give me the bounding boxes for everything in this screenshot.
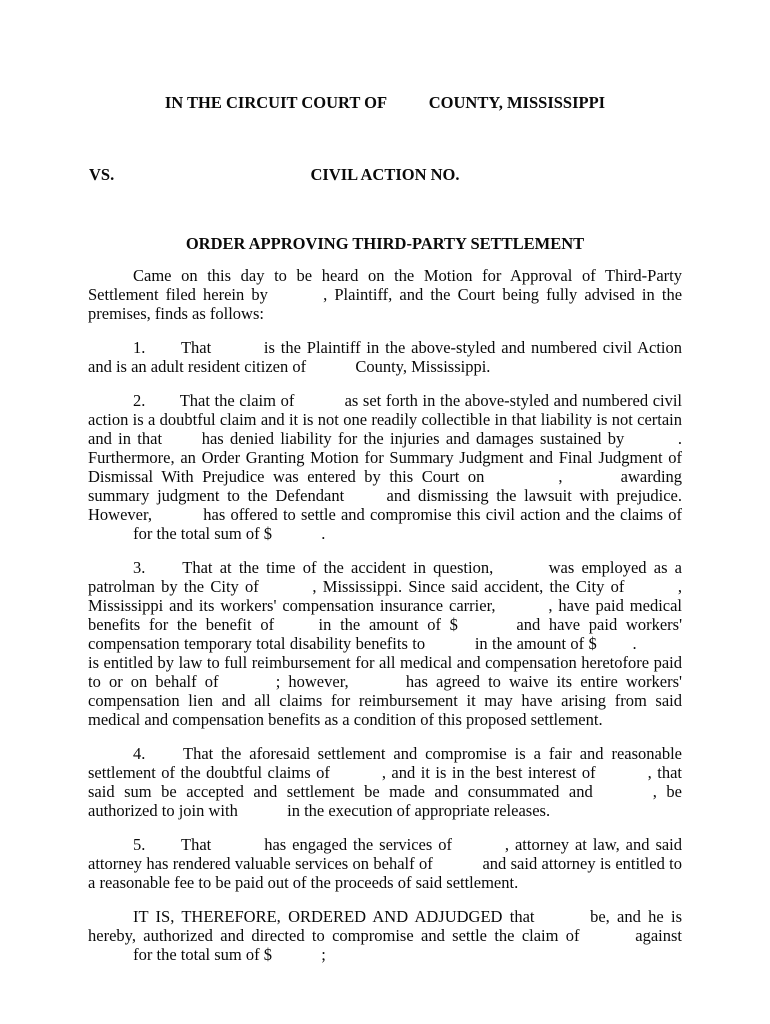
blank-field xyxy=(265,591,306,592)
text-segment: has agreed to waive its entire workers' compensation lien and all claims for reimbursement it may have arising from said medical and compensation benefits as a condition of this proposed settlement. xyxy=(88,672,682,729)
blank-field xyxy=(242,815,283,816)
blank-field xyxy=(357,686,398,687)
text-segment: , and it is in the best interest of xyxy=(381,763,596,782)
text-segment: for the total sum of $ xyxy=(133,945,272,964)
text-segment: has denied liability for the injuries and damages sustained by xyxy=(201,429,625,448)
text-segment: That at the time of the accident in question, xyxy=(182,558,494,577)
text-segment: , that said sum be accepted and settlement be made and consummated and xyxy=(88,763,683,801)
document-title: ORDER APPROVING THIRD-PARTY SETTLEMENT xyxy=(185,234,585,253)
item-number: 4. xyxy=(133,744,146,763)
blank-field xyxy=(429,648,470,649)
text-segment: in the amount of $ xyxy=(474,634,597,653)
blank-field-county xyxy=(391,107,425,108)
blank-field xyxy=(601,777,642,778)
blank-field xyxy=(335,777,376,778)
court-heading-pre: IN THE CIRCUIT COURT OF xyxy=(164,93,387,112)
text-segment: , Plaintiff, and the Court being fully advised in the premises, finds as follows: xyxy=(88,285,683,323)
vs-label: VS. xyxy=(89,165,115,184)
caption-row xyxy=(0,165,770,185)
text-segment: and dismissing the lawsuit with prejudice. However, xyxy=(88,486,683,524)
text-segment: , be authorized to join with xyxy=(88,782,682,820)
finding-5 xyxy=(88,835,682,892)
blank-field xyxy=(501,610,542,611)
blank-field xyxy=(631,443,672,444)
item-number: 3. xyxy=(133,558,146,577)
blank-field xyxy=(458,849,499,850)
text-segment: That the claim of xyxy=(179,391,295,410)
text-segment: be, and he is hereby, authorized and directed to compromise and settle the claim of xyxy=(88,907,683,945)
blank-field xyxy=(310,371,351,372)
order-paragraph xyxy=(88,907,682,964)
blank-field xyxy=(276,959,317,960)
text-segment: ; however, xyxy=(275,672,349,691)
blank-field xyxy=(275,299,316,300)
text-segment: has offered to settle and compromise this civil action and the claims of xyxy=(203,505,682,524)
blank-field xyxy=(88,538,129,539)
text-segment: That xyxy=(181,835,212,854)
finding-2 xyxy=(88,391,682,543)
text-segment: as set forth in the above-styled and numbered civil action is a doubtful claim and it is not one readily collectible in that liability is not certain and in that xyxy=(88,391,683,448)
text-segment: in the execution of appropriate releases. xyxy=(287,801,551,820)
text-segment: . xyxy=(632,634,637,653)
text-segment: Came on this day to be heard on the Motion for Approval of Third-Party Settlement filed herein by xyxy=(88,266,682,304)
blank-field xyxy=(352,500,379,501)
blank-field xyxy=(168,443,195,444)
document-body xyxy=(88,266,682,964)
text-segment: . Furthermore, an Order Granting Motion for Summary Judgment and Final Judgment of Dismissal With Prejudice was entered by this Court on xyxy=(88,429,683,486)
blank-field xyxy=(227,686,268,687)
text-segment: That xyxy=(180,338,212,357)
civil-action-label: CIVIL ACTION NO. xyxy=(310,165,460,184)
blank-field xyxy=(571,481,612,482)
blank-field xyxy=(493,481,550,482)
text-segment: IT IS, THEREFORE, ORDERED AND ADJUDGED that xyxy=(133,907,535,926)
text-segment: and have paid workers' compensation temporary total disability benefits to xyxy=(88,615,683,653)
blank-field xyxy=(500,572,541,573)
text-segment: That the aforesaid settlement and compromise is a fair and reasonable settlement of the doubtful claims of xyxy=(88,744,683,782)
blank-field xyxy=(217,849,258,850)
blank-field xyxy=(276,538,317,539)
item-number: 1. xyxy=(133,338,146,357)
court-heading-post: COUNTY, MISSISSIPPI xyxy=(428,93,606,112)
text-segment: , Mississippi. Since said accident, the City of xyxy=(312,577,625,596)
blank-field xyxy=(587,940,628,941)
court-heading xyxy=(0,93,770,113)
blank-field xyxy=(299,405,340,406)
blank-field xyxy=(283,629,310,630)
text-segment: , xyxy=(558,467,563,486)
item-number: 5. xyxy=(133,835,146,854)
text-segment: for the total sum of $ xyxy=(133,524,272,543)
text-segment: is entitled by law to full reimbursement for all medical and compensation heretofore paid to or on behalf of xyxy=(88,653,682,691)
text-segment: . xyxy=(321,524,326,543)
text-segment: has engaged the services of xyxy=(264,835,452,854)
text-segment: in the amount of $ xyxy=(318,615,458,634)
blank-field xyxy=(631,591,672,592)
blank-field xyxy=(602,796,643,797)
intro-paragraph xyxy=(88,266,682,323)
blank-field xyxy=(542,921,583,922)
blank-field xyxy=(601,648,628,649)
text-segment: ; xyxy=(321,945,326,964)
text-segment: was employed as a patrolman by the City of xyxy=(88,558,683,596)
blank-field xyxy=(437,868,478,869)
text-segment: is the Plaintiff in the above-styled and numbered civil Action and is an adult resident citizen of xyxy=(88,338,682,376)
item-number: 2. xyxy=(133,391,146,410)
finding-4 xyxy=(88,744,682,820)
text-segment: against xyxy=(635,926,682,945)
text-segment: , have paid medical benefits for the benefit of xyxy=(88,596,683,634)
text-segment: awarding summary judgment to the Defendant xyxy=(88,467,683,505)
text-segment: , attorney at law, and said attorney has rendered valuable services on behalf of xyxy=(88,835,683,873)
blank-field xyxy=(641,648,682,649)
text-segment: County, Mississippi. xyxy=(355,357,491,376)
blank-field xyxy=(467,629,508,630)
finding-1 xyxy=(88,338,682,376)
blank-field xyxy=(88,959,129,960)
blank-field xyxy=(157,519,198,520)
text-segment: , Mississippi and its workers' compensation insurance carrier, xyxy=(88,577,683,615)
finding-3 xyxy=(88,558,682,729)
text-segment: and said attorney is entitled to a reasonable fee to be paid out of the proceeds of said settlement. xyxy=(88,854,683,892)
blank-field xyxy=(217,352,258,353)
